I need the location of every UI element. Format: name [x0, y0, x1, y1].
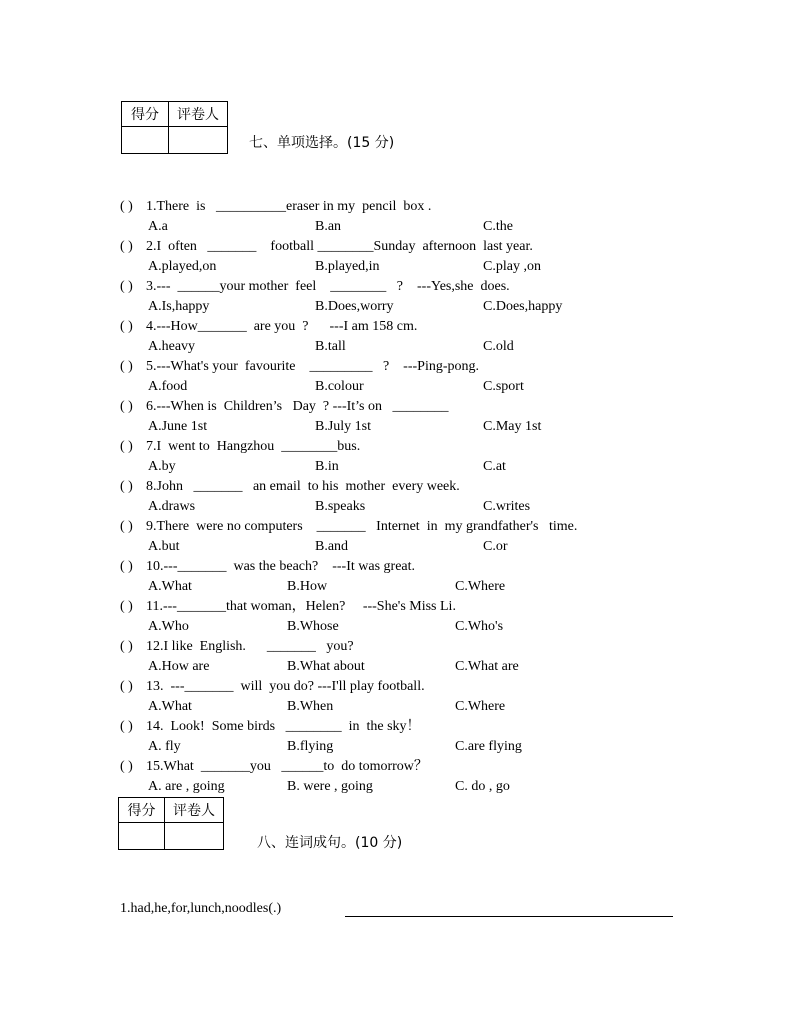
question-text: 11.---_______that woman，Helen? ---She's Miss Li. [146, 599, 456, 614]
question-1 [120, 197, 680, 217]
option-b: B.and [315, 539, 349, 554]
option-b: B.in [315, 459, 339, 474]
option-c: C.Where [455, 699, 506, 714]
section-7-title: 七、单项选择。(15 分) [249, 135, 395, 151]
answer-bracket[interactable]: ( ) [120, 479, 133, 494]
grader-label: 评卷人 [165, 798, 224, 823]
question-text: 5.---What's your favourite _________ ? ---Ping-pong. [146, 359, 480, 374]
option-a: A. fly [148, 739, 181, 754]
sentence-1-answer-line[interactable] [345, 916, 673, 917]
options-row [120, 617, 680, 637]
question-text: 12.I like English. _______ you? [146, 639, 354, 654]
question-text: 10.---_______ was the beach? ---It was great. [146, 559, 416, 574]
options-row [120, 257, 680, 277]
option-c: C.Does,happy [483, 299, 563, 314]
option-a: A.but [148, 539, 180, 554]
answer-bracket[interactable]: ( ) [120, 319, 133, 334]
option-a: A.heavy [148, 339, 196, 354]
answer-bracket[interactable]: ( ) [120, 279, 133, 294]
option-a: A.played,on [148, 259, 217, 274]
option-a: A.What [148, 699, 192, 714]
options-row [120, 537, 680, 557]
question-text: 1.There is __________eraser in my pencil box . [146, 199, 432, 214]
option-c: C.Who's [455, 619, 504, 634]
question-2 [120, 237, 680, 257]
grader-label: 评卷人 [169, 102, 228, 127]
question-text: 2.I often _______ football ________Sunday afternoon last year. [146, 239, 533, 254]
score-label: 得分 [122, 102, 169, 127]
options-row [120, 737, 680, 757]
answer-bracket[interactable]: ( ) [120, 599, 133, 614]
option-a: A.How are [148, 659, 210, 674]
answer-bracket[interactable]: ( ) [120, 439, 133, 454]
question-text: 9.There were no computers _______ Internet in my grandfather's time. [146, 519, 578, 534]
option-a: A.draws [148, 499, 196, 514]
option-b: B.speaks [315, 499, 366, 514]
option-c: C.Where [455, 579, 506, 594]
options-row [120, 337, 680, 357]
answer-bracket[interactable]: ( ) [120, 199, 133, 214]
options-row [120, 577, 680, 597]
question-text: 14. Look! Some birds ________ in the sky！ [146, 719, 421, 734]
option-b: B. were , going [287, 779, 373, 794]
question-text: 13. ---_______ will you do? ---I'll play football. [146, 679, 425, 694]
question-9 [120, 517, 680, 537]
option-b: B.played,in [315, 259, 380, 274]
score-label: 得分 [119, 798, 165, 823]
question-10 [120, 557, 680, 577]
question-7 [120, 437, 680, 457]
answer-bracket[interactable]: ( ) [120, 679, 133, 694]
option-a: A.food [148, 379, 188, 394]
answer-bracket[interactable]: ( ) [120, 759, 133, 774]
question-8 [120, 477, 680, 497]
question-text: 6.---When is Children’s Day ? ---It’s on ________ [146, 399, 449, 414]
question-3 [120, 277, 680, 297]
option-a: A.by [148, 459, 176, 474]
option-a: A.What [148, 579, 192, 594]
option-c: C.at [483, 459, 506, 474]
option-c: C.are flying [455, 739, 522, 754]
option-b: B.Does,worry [315, 299, 394, 314]
options-row [120, 697, 680, 717]
score-box-section-8 [118, 797, 224, 850]
options-row [120, 297, 680, 317]
question-13 [120, 677, 680, 697]
score-cell[interactable] [119, 823, 165, 850]
option-a: A.Who [148, 619, 189, 634]
option-b: B.flying [287, 739, 334, 754]
option-b: B.colour [315, 379, 364, 394]
answer-bracket[interactable]: ( ) [120, 719, 133, 734]
grader-cell[interactable] [169, 127, 228, 154]
question-list [120, 197, 680, 797]
option-a: A.a [148, 219, 168, 234]
option-b: B.an [315, 219, 342, 234]
option-c: C.writes [483, 499, 531, 514]
question-5 [120, 357, 680, 377]
option-a: A.June 1st [148, 419, 208, 434]
score-box-section-7 [121, 101, 228, 154]
option-c: C.sport [483, 379, 524, 394]
question-text: 4.---How_______ are you ? ---I am 158 cm. [146, 319, 418, 334]
question-14 [120, 717, 680, 737]
option-b: B.Whose [287, 619, 339, 634]
option-c: C.old [483, 339, 514, 354]
option-b: B.July 1st [315, 419, 372, 434]
question-12 [120, 637, 680, 657]
option-c: C.or [483, 539, 508, 554]
option-b: B.What about [287, 659, 365, 674]
question-11 [120, 597, 680, 617]
option-c: C.May 1st [483, 419, 542, 434]
question-6 [120, 397, 680, 417]
options-row [120, 377, 680, 397]
option-a: A. are , going [148, 779, 225, 794]
option-a: A.Is,happy [148, 299, 210, 314]
option-c: C.the [483, 219, 513, 234]
answer-bracket[interactable]: ( ) [120, 239, 133, 254]
option-c: C.play ,on [483, 259, 541, 274]
option-c: C. do , go [455, 779, 510, 794]
option-b: B.tall [315, 339, 346, 354]
option-b: B.How [287, 579, 328, 594]
answer-bracket[interactable]: ( ) [120, 559, 133, 574]
question-15 [120, 757, 680, 777]
grader-cell[interactable] [165, 823, 224, 850]
sentence-1-prompt: 1.had,he,for,lunch,noodles(.) [120, 901, 282, 916]
options-row [120, 497, 680, 517]
options-row [120, 657, 680, 677]
question-text: 7.I went to Hangzhou ________bus. [146, 439, 361, 454]
answer-bracket[interactable]: ( ) [120, 639, 133, 654]
options-row [120, 417, 680, 437]
answer-bracket[interactable]: ( ) [120, 519, 133, 534]
question-text: 15.What _______you ______to do tomorrow？ [146, 759, 428, 774]
question-4 [120, 317, 680, 337]
question-text: 8.John _______ an email to his mother every week. [146, 479, 460, 494]
options-row [120, 777, 680, 797]
option-c: C.What are [455, 659, 519, 674]
option-b: B.When [287, 699, 334, 714]
options-row [120, 217, 680, 237]
answer-bracket[interactable]: ( ) [120, 359, 133, 374]
question-text: 3.--- ______your mother feel ________ ? ---Yes,she does. [146, 279, 510, 294]
score-cell[interactable] [122, 127, 169, 154]
section-8-title: 八、连词成句。(10 分) [257, 835, 403, 851]
options-row [120, 457, 680, 477]
answer-bracket[interactable]: ( ) [120, 399, 133, 414]
